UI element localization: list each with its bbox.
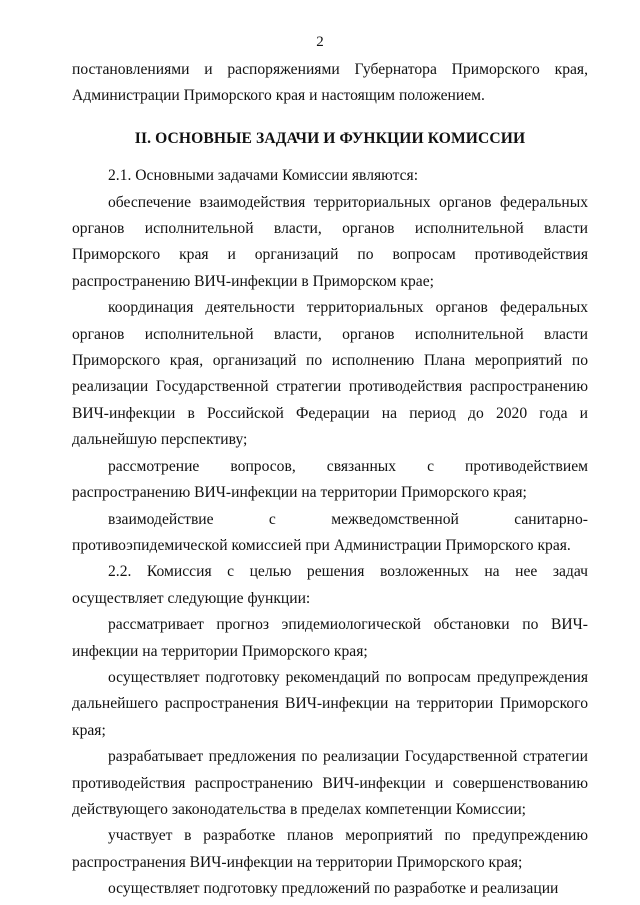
intro-paragraph: постановлениями и распоряжениями Губернатора Приморского края, Администрации Приморского края и настоящим положением. [72, 61, 588, 105]
task-interaction: обеспечение взаимодействия территориальных органов федеральных органов исполнительной власти, органов исполнительной власти Приморского края и организаций по вопросам противодействия распространению ВИЧ-инфекции в Приморском крае; [72, 193, 588, 290]
function-forecast: рассматривает прогноз эпидемиологической обстановки по ВИЧ-инфекции на территории Приморского края; [72, 616, 588, 660]
task-commission-interaction: взаимодействие с межведомственной санитарно-противоэпидемической комиссией при Администрации Приморского края. [72, 510, 588, 554]
section-title: II. ОСНОВНЫЕ ЗАДАЧИ И ФУНКЦИИ КОМИССИИ [134, 129, 526, 147]
task-coordination: координация деятельности территориальных органов федеральных органов исполнительной власти, органов исполнительной власти Приморского края, организаций по исполнению Плана мероприятий по реализации Государственной стратегии противодействия распространению ВИЧ-инфекции в Российской Федерации на период до 2020 года и дальнейшую перспективу; [72, 299, 588, 449]
function-preparation: осуществляет подготовку предложений по разработке и реализации [108, 880, 559, 898]
document-body [72, 57, 588, 903]
task-consideration: рассмотрение вопросов, связанных с противодействием распространению ВИЧ-инфекции на территории Приморского края; [72, 457, 588, 502]
paragraph-2-2: 2.2. Комиссия с целью решения возложенных на нее задач осуществляет следующие функции: [72, 563, 588, 607]
function-proposals: разрабатывает предложения по реализации Государственной стратегии противодействия распространению ВИЧ-инфекции и совершенствованию действующего законодательства в пределах компетенции Комиссии; [72, 748, 588, 818]
paragraph-2-1: 2.1. Основными задачами Комиссии являются: [108, 167, 419, 185]
function-recommendations: осуществляет подготовку рекомендаций по вопросам предупреждения дальнейшего распространения ВИЧ-инфекции на территории Приморского края; [72, 668, 588, 739]
function-plans: участвует в разработке планов мероприятий по предупреждению распространения ВИЧ-инфекции на территории Приморского края; [72, 827, 588, 871]
page-number: 2 [316, 34, 324, 50]
